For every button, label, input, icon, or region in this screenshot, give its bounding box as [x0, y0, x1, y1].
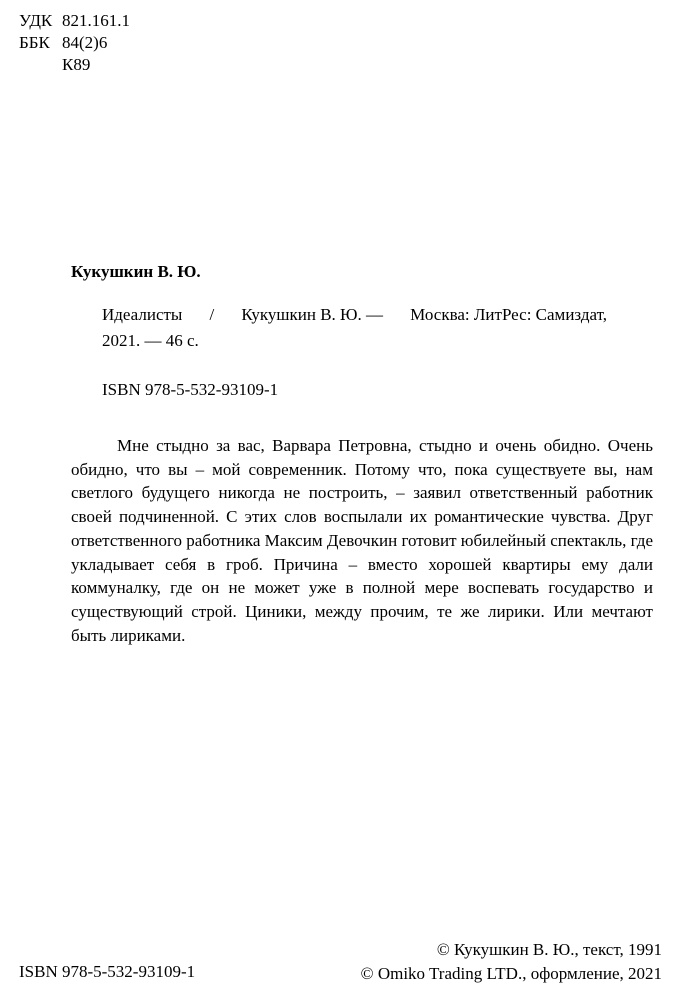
title-separator: / — [209, 305, 215, 324]
author-heading: Кукушкин В. Ю. — [71, 262, 201, 281]
classification-codes — [19, 10, 130, 76]
udk-label: УДК — [19, 11, 53, 30]
annotation-text: Мне стыдно за вас, Варвара Петровна, стыдно и очень обидно. Очень обидно, что вы – мой современник. Потому что, пока существуете вы, нам светлого будущего никогда не построить, – заявил ответственный работник своей подчиненной. С этих слов воспылали их романтические чувства. Друг ответственного работника Максим Девочкин готовит юбилейный спектакль, где укладывает себя в гроб. Причина – вместо хорошей квартиры ему дали коммуналку, где он не может уже в полной мере воспевать государство и существующий строй. Циники, между прочим, те же лирики. Или мечтают быть лириками. — [71, 436, 653, 645]
author-mark-row — [19, 54, 130, 76]
biblio-publisher: Москва: ЛитРес: Самиздат, — [410, 305, 607, 324]
biblio-line-2: 2021. — 46 с. — [102, 331, 199, 350]
udk-value: 821.161.1 — [62, 11, 130, 30]
copyright-text: © Кукушкин В. Ю., текст, 1991 — [436, 940, 662, 959]
book-title: Идеалисты — [102, 305, 183, 324]
footer-isbn: ISBN 978-5-532-93109-1 — [19, 962, 196, 981]
bibliographic-record — [102, 302, 607, 354]
bbk-value: 84(2)6 — [62, 33, 108, 52]
copyright-block — [361, 938, 662, 986]
bbk-label: ББК — [19, 33, 50, 52]
bbk-row — [19, 32, 130, 54]
copyright-design: © Omiko Trading LTD., оформление, 2021 — [360, 964, 662, 983]
biblio-author: Кукушкин В. Ю. — — [241, 305, 384, 324]
isbn: ISBN 978-5-532-93109-1 — [102, 380, 279, 399]
author-mark-label — [19, 54, 62, 76]
udk-row — [19, 10, 130, 32]
biblio-line-1 — [102, 302, 607, 328]
author-mark-value: К89 — [62, 55, 91, 74]
